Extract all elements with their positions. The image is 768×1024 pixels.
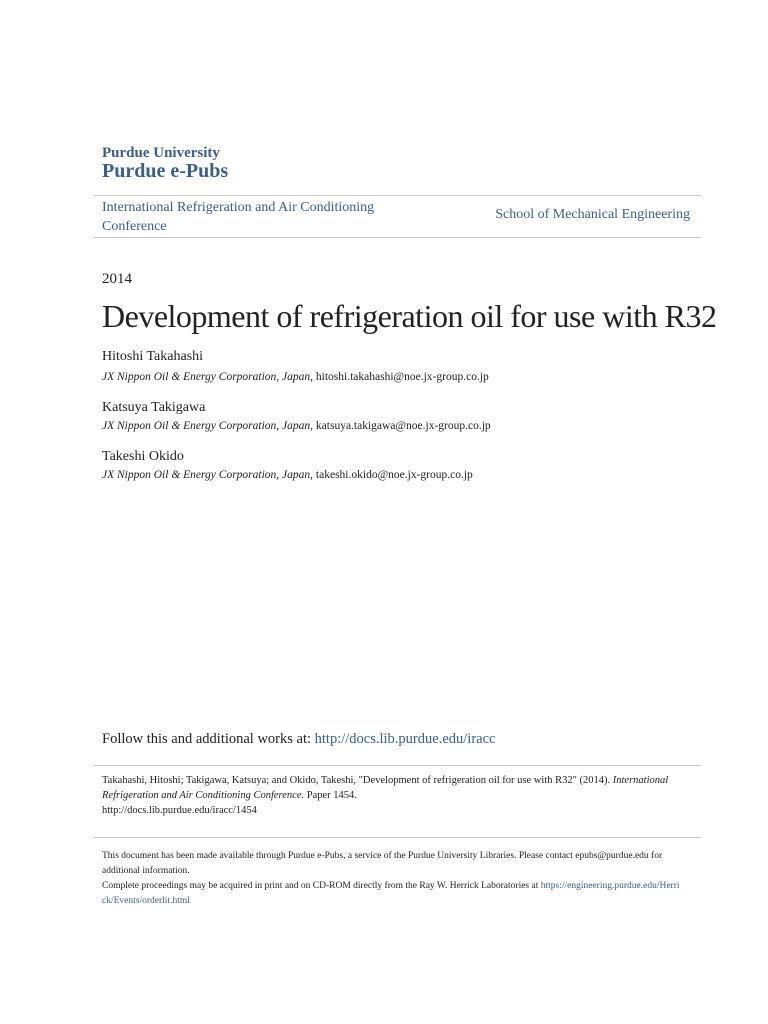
author-name: Takeshi Okido <box>102 449 184 464</box>
author-affiliation: JX Nippon Oil & Energy Corporation, Japan, hitoshi.takahashi@noe.jx-group.co.jp <box>102 371 489 383</box>
notice-text: This document has been made available through Purdue e-Pubs, a service of the Purdue University Libraries. Please contact epubs@purdue.edu for additional information. <box>102 851 663 876</box>
divider <box>94 237 701 238</box>
author-email[interactable]: katsuya.takigawa@noe.jx-group.co.jp <box>315 420 491 432</box>
author-email[interactable]: hitoshi.takahashi@noe.jx-group.co.jp <box>315 371 489 383</box>
follow-line <box>102 731 495 748</box>
author-organization: JX Nippon Oil & Energy Corporation, Japan <box>102 420 311 432</box>
author-name: Hitoshi Takahashi <box>102 349 204 364</box>
follow-prefix: Follow this and additional works at: <box>102 731 312 747</box>
department-link[interactable]: School of Mechanical Engineering <box>495 207 690 222</box>
author-affiliation: JX Nippon Oil & Energy Corporation, Japan, takeshi.okido@noe.jx-group.co.jp <box>102 469 473 481</box>
notice-proceedings: Complete proceedings may be acquired in print and on CD-ROM directly from the Ray W. Herrick Laboratories at <box>102 881 539 891</box>
follow-link[interactable]: http://docs.lib.purdue.edu/iracc <box>314 731 496 747</box>
citation-text: Takahashi, Hitoshi; Takigawa, Katsuya; and Okido, Takeshi, "Development of refrigeration oil for use with R32" (2014). <box>102 775 611 786</box>
notice-block <box>102 849 682 909</box>
series-link[interactable]: International Refrigeration and Air Conditioning Conference <box>102 200 375 234</box>
citation-journal: International Refrigeration and Air Conditioning Conference. <box>102 775 669 801</box>
divider <box>94 837 701 838</box>
university-name: Purdue University <box>102 145 220 161</box>
author-organization: JX Nippon Oil & Energy Corporation, Japan <box>102 469 311 481</box>
divider <box>94 195 701 196</box>
citation-block <box>102 773 682 818</box>
author-name: Katsuya Takigawa <box>102 400 206 415</box>
paper-year: 2014 <box>102 271 132 287</box>
paper-title: Development of refrigeration oil for use with R32 <box>102 298 717 334</box>
citation-url[interactable]: http://docs.lib.purdue.edu/iracc/1454 <box>102 805 257 816</box>
citation-paper: Paper 1454. <box>306 790 357 801</box>
herrick-link[interactable]: https://engineering.purdue.edu/Herrick/Events/orderlit.html <box>102 881 680 906</box>
author-email[interactable]: takeshi.okido@noe.jx-group.co.jp <box>315 469 473 481</box>
author-affiliation: JX Nippon Oil & Energy Corporation, Japan, katsuya.takigawa@noe.jx-group.co.jp <box>102 420 491 432</box>
repository-name[interactable]: Purdue e-Pubs <box>102 160 229 182</box>
divider <box>94 765 701 766</box>
author-organization: JX Nippon Oil & Energy Corporation, Japan <box>102 371 311 383</box>
